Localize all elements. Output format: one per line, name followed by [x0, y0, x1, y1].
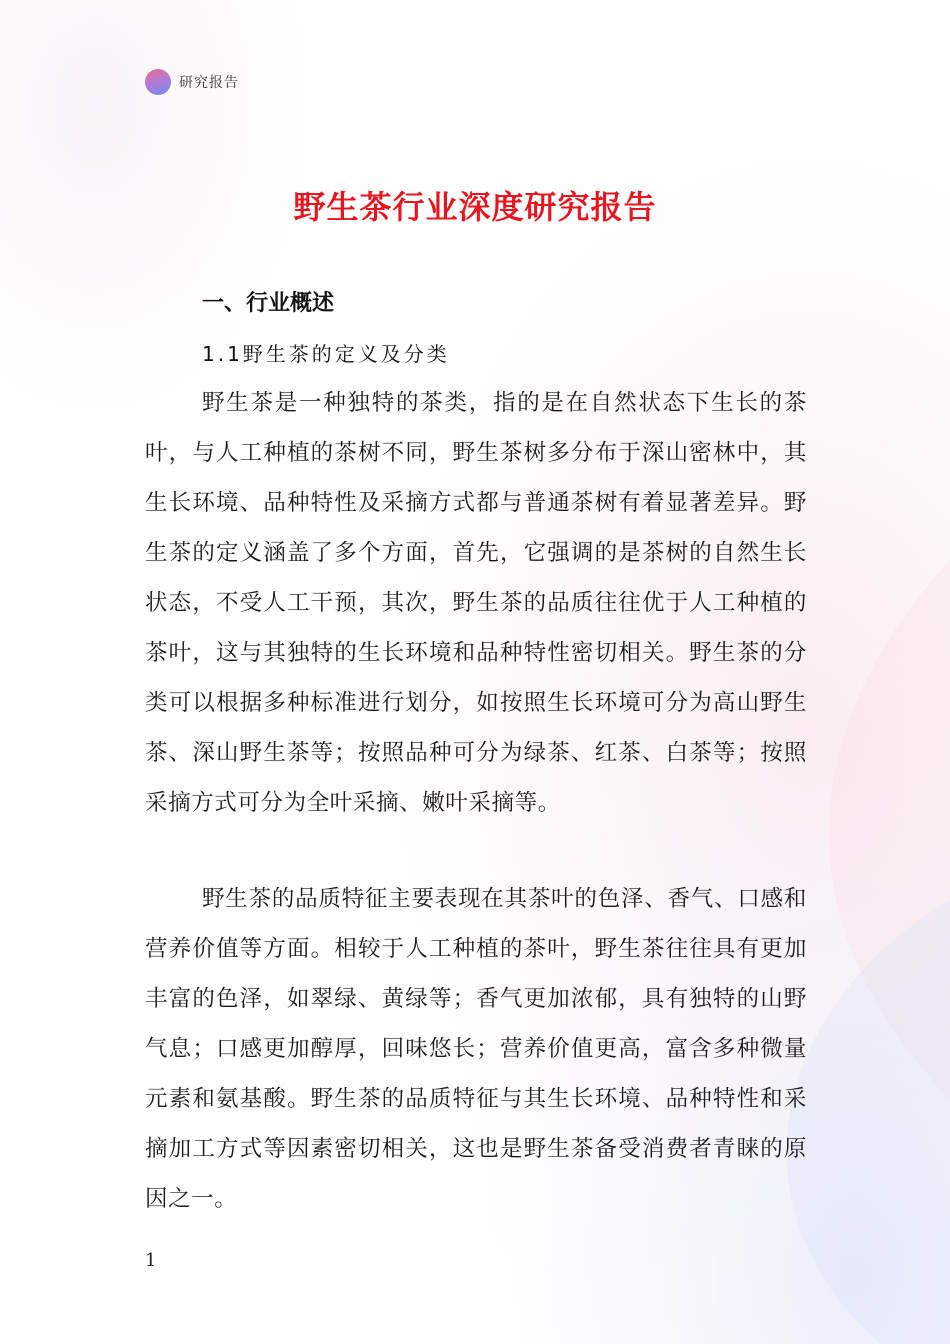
header-label: 研究报告 [179, 75, 239, 91]
document-title: 野生茶行业深度研究报告 [293, 188, 657, 226]
body-paragraph-1: 野生茶是一种独特的茶类，指的是在自然状态下生长的茶叶，与人工种植的茶树不同，野生茶树多分布于深山密林中，其生长环境、品种特性及采摘方式都与普通茶树有着显著差异。野生茶的定义涵盖了多个方面，首先，它强调的是茶树的自然生长状态，不受人工干预，其次，野生茶的品质往往优于人工种植的茶叶，这与其独特的生长环境和品种特性密切相关。野生茶的分类可以根据多种标准进行划分，如按照生长环境可分为高山野生茶、深山野生茶等；按照品种可分为绿茶、红茶、白茶等；按照采摘方式可分为全叶采摘、嫩叶采摘等。 [145, 390, 807, 816]
gradient-circle-logo-icon [145, 69, 171, 95]
page-number: 1 [145, 1250, 157, 1271]
body-paragraph-2: 野生茶的品质特征主要表现在其茶叶的色泽、香气、口感和营养价值等方面。相较于人工种植的茶叶，野生茶往往具有更加丰富的色泽，如翠绿、黄绿等；香气更加浓郁，具有独特的山野气息；口感更加醇厚，回味悠长；营养价值更高，富含多种微量元素和氨基酸。野生茶的品质特征与其生长环境、品种特性和采摘加工方式等因素密切相关，这也是野生茶备受消费者青睐的原因之一。 [145, 886, 807, 1212]
report-header [145, 68, 239, 96]
section-heading: 一、行业概述 [202, 291, 335, 316]
sub-heading: 1.1野生茶的定义及分类 [202, 342, 450, 366]
